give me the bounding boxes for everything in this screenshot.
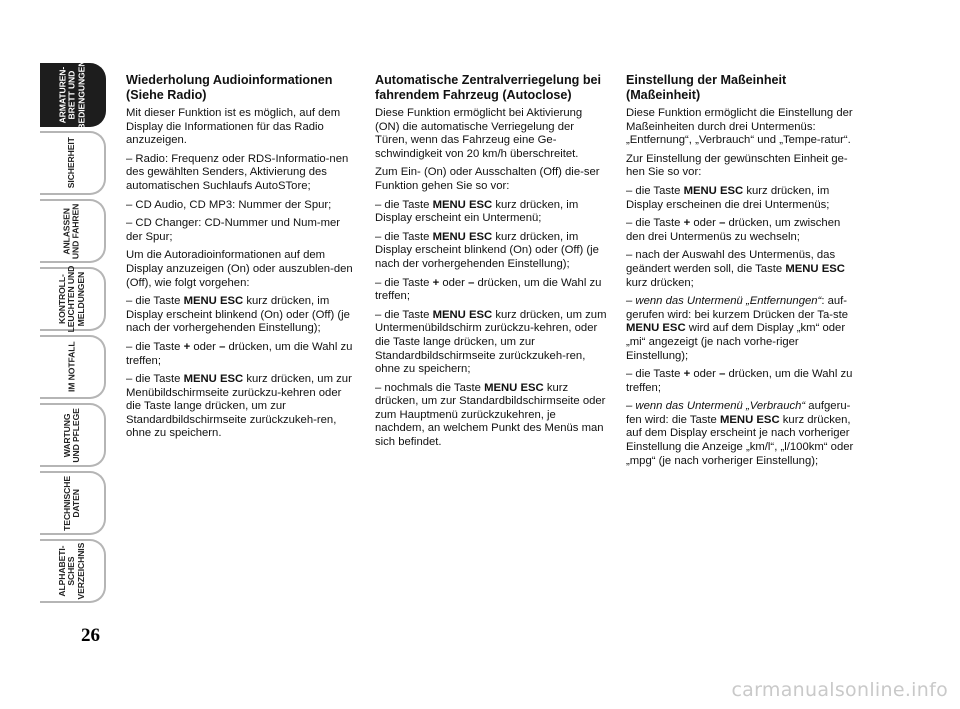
- paragraph: Zum Ein- (On) oder Ausschalten (Off) die-ser Funktion gehen Sie so vor:: [375, 166, 600, 192]
- tab-label: TECHNISCHE DATEN: [61, 475, 81, 531]
- paragraph: – die Taste MENU ESC kurz drücken, im Display erscheinen die drei Untermenüs;: [626, 184, 830, 211]
- watermark: carmanualsonline.info: [731, 679, 948, 701]
- paragraph: Diese Funktion ermöglicht die Einstellung der Maßeinheiten durch drei Untermenüs: „Entfernung“, „Verbrauch“ und „Tempe-ratur“.: [626, 107, 853, 147]
- tab-wartung[interactable]: [40, 403, 106, 467]
- tab-label: WARTUNG UND PFLEGE: [61, 407, 81, 463]
- section-heading: Einstellung der Maßeinheit (Maßeinheit): [626, 73, 787, 102]
- key-label: MENU ESC: [719, 413, 780, 426]
- key-label: MENU ESC: [484, 381, 544, 394]
- tab-anlassen[interactable]: [40, 199, 106, 263]
- key-label: MENU ESC: [432, 230, 493, 243]
- paragraph: – die Taste MENU ESC kurz drücken, im Display erscheint ein Untermenü;: [375, 198, 579, 225]
- paragraph: – die Taste MENU ESC kurz drücken, im Display erscheint blinkend (On) oder (Off) (je nach der vorhergehenden Einstellung);: [375, 230, 599, 270]
- key-label: +: [683, 217, 691, 230]
- paragraph: – wenn das Untermenü „Verbrauch“ aufgeru-fen wird: die Taste MENU ESC kurz drücken, auf dem Display erscheint je nach vorheriger Einstellung die Anzeige „km/l“, „l/100km“ oder „mpg“ (je nach vorheriger Einstellung);: [626, 400, 854, 467]
- paragraph: – die Taste MENU ESC kurz drücken, im Display erscheint blinkend (On) oder (Off) (je nach der vorhergehenden Einstellung);: [126, 295, 350, 335]
- key-label: –: [468, 276, 475, 289]
- key-label: MENU ESC: [183, 373, 244, 386]
- paragraph: Mit dieser Funktion ist es möglich, auf dem Display die Informationen für das Radio anzuzeigen.: [126, 107, 341, 147]
- key-label: –: [219, 340, 226, 353]
- key-label: +: [183, 340, 191, 353]
- key-label: MENU ESC: [183, 295, 244, 308]
- tab-label: ANLASSEN UND FAHREN: [61, 203, 81, 259]
- key-label: +: [683, 368, 691, 381]
- section-heading: Automatische Zentralverriegelung bei fahrendem Fahrzeug (Autoclose): [375, 73, 602, 102]
- paragraph: Diese Funktion ermöglicht bei Aktivierung (ON) die automatische Verriegelung der Türen, wenn das Fahrzeug eine Ge-schwindigkeit von 20 km/h überschreitet.: [375, 107, 583, 160]
- column-audio-info: [126, 73, 358, 446]
- paragraph: – die Taste MENU ESC kurz drücken, um zum Untermenübildschirm zurückzu-kehren, oder die Taste lange drücken, um zur Standardbildschirmseite zurückzukeh-ren, ohne zu speichern;: [375, 308, 607, 376]
- paragraph: – die Taste + oder – drücken, um zwischen den drei Untermenüs zu wechseln;: [626, 217, 841, 243]
- paragraph: – die Taste + oder – drücken, um die Wahl zu treffen;: [626, 368, 853, 394]
- paragraph: Zur Einstellung der gewünschten Einheit ge-hen Sie so vor:: [626, 152, 848, 179]
- paragraph: – CD Audio, CD MP3: Nummer der Spur;: [126, 198, 332, 211]
- tab-kontrollleuchten[interactable]: [40, 267, 106, 331]
- tab-label: SICHERHEIT: [66, 137, 77, 189]
- paragraph: – wenn das Untermenü „Entfernungen“: auf-gerufen wird: bei kurzem Drücken der Ta-ste MENU ESC wird auf dem Display „km“ oder „mi“ angezeigt (je nach vorhe-riger Einstellung);: [626, 295, 849, 362]
- key-label: MENU ESC: [785, 262, 845, 275]
- key-label: MENU ESC: [432, 198, 493, 211]
- tab-im-notfall[interactable]: [40, 335, 106, 399]
- paragraph: – nach der Auswahl des Untermenüs, das geändert werden soll, die Taste MENU ESC kurz drücken;: [626, 249, 845, 289]
- paragraph: – die Taste + oder – drücken, um die Wahl zu treffen;: [126, 340, 353, 367]
- paragraph: – Radio: Frequenz oder RDS-Informatio-nen des gewählten Senders, Aktivierung des automatischen Suchlaufs AutoSTore;: [126, 152, 349, 192]
- tab-label: KONTROLL- LEUCHTEN UND MELDUNGEN: [56, 265, 86, 333]
- column-units: [626, 73, 858, 473]
- paragraph: – die Taste + oder – drücken, um die Wahl zu treffen;: [375, 276, 602, 303]
- paragraph: – CD Changer: CD-Nummer und Num-mer der Spur;: [126, 217, 341, 243]
- key-label: –: [719, 368, 726, 381]
- column-autoclose: [375, 73, 607, 455]
- paragraph: – die Taste MENU ESC kurz drücken, um zur Menübildschirmseite zurückzu-kehren oder die Taste lange drücken, um zur Standardbildschirmseite zurückzukeh-ren, ohne zu speichern.: [126, 373, 352, 440]
- paragraph: Um die Autoradioinformationen auf dem Display anzuzeigen (On) oder auszublen-den (Off), wie folgt vorgehen:: [126, 249, 353, 289]
- page-number: 26: [81, 625, 100, 646]
- key-label: MENU ESC: [432, 308, 493, 321]
- tab-label: ALPHABETI- SCHES VERZEICHNIS: [56, 542, 86, 600]
- key-label: MENU ESC: [683, 184, 744, 197]
- tab-verzeichnis[interactable]: [40, 539, 106, 603]
- key-label: +: [432, 276, 440, 289]
- section-heading: Wiederholung Audioinformationen (Siehe Radio): [126, 73, 333, 102]
- tab-technische-daten[interactable]: [40, 471, 106, 535]
- tab-label: ARMATUREN- BRETT UND BEDIENGUNGEN: [56, 60, 86, 130]
- tab-sicherheit[interactable]: [40, 131, 106, 195]
- paragraph: – nochmals die Taste MENU ESC kurz drücken, um zur Standardbildschirmseite oder zum Hauptmenü zurückzukehren, je nachdem, an welchem Punkt des Menüs man sich befindet.: [375, 381, 606, 449]
- tab-label: IM NOTFALL: [66, 341, 77, 393]
- tab-armaturenbrett[interactable]: [40, 60, 106, 130]
- key-label: MENU ESC: [626, 322, 686, 335]
- key-label: –: [719, 217, 726, 230]
